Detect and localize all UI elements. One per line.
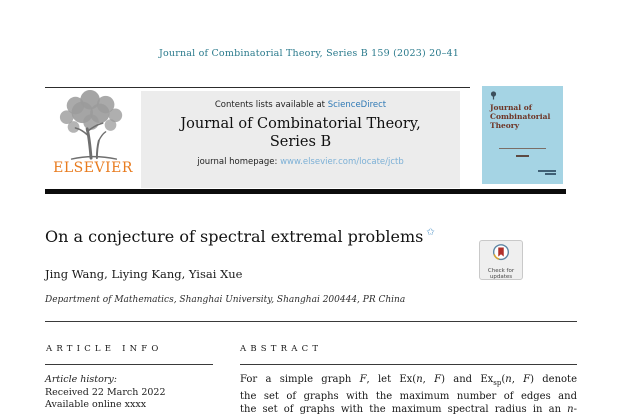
abstract-rule [240, 364, 577, 365]
cover-title-line1: Journal of [490, 103, 532, 112]
cover-editor-mark [482, 142, 563, 161]
abstract-heading: ABSTRACT [240, 344, 323, 354]
homepage-label: journal homepage: [197, 157, 281, 167]
meta-top-rule [45, 321, 577, 322]
homepage-line [141, 157, 460, 167]
journal-header-box [141, 91, 460, 188]
check-for-updates-badge[interactable] [479, 240, 523, 280]
article-history-label: Article history: [45, 374, 117, 385]
cover-title [490, 103, 550, 130]
article-info-heading: ARTICLE INFO [46, 344, 163, 354]
title-footnote-star[interactable]: ✩ [426, 227, 435, 238]
authors-line: Jing Wang, Liying Kang, Yisai Xue [45, 267, 243, 281]
journal-cover-thumbnail[interactable] [482, 86, 563, 184]
article-title [45, 227, 435, 246]
crossmark-label-line1: Check for [487, 268, 515, 274]
article-info-rule [45, 364, 213, 365]
cover-divider-line [499, 148, 546, 149]
contents-prefix: Contents lists available at [214, 100, 328, 110]
article-title-text: On a conjecture of spectral extremal problems [45, 227, 424, 246]
contents-line [141, 100, 460, 110]
elsevier-logo[interactable] [45, 90, 141, 188]
header-top-rule [45, 87, 470, 88]
crossmark-label [480, 268, 522, 280]
sciencedirect-link[interactable]: ScienceDirect [327, 100, 387, 110]
abstract-line: the set of graphs with the maximum spectral radius in an n- [240, 404, 577, 415]
cover-elsevier-mark-icon [490, 91, 497, 100]
homepage-url-link[interactable]: www.elsevier.com/locate/jctb [280, 157, 404, 167]
abstract-line: the set of graphs with the maximum number of edges and [240, 391, 577, 402]
cover-title-line2: Combinatorial [490, 112, 551, 121]
available-online: Available online xxxx [45, 399, 147, 410]
received-date: Received 22 March 2022 [45, 387, 166, 398]
elsevier-tree-icon [54, 90, 132, 162]
abstract-line: For a simple graph F, let Ex(n, F) and $Ex_{sp}(n$, F) denote [240, 374, 577, 387]
journal-reference-line: Journal of Combinatorial Theory, Series B 159 (2023) 20–41 [158, 48, 460, 59]
crossmark-icon [490, 242, 512, 264]
affiliation-line: Department of Mathematics, Shanghai University, Shanghai 200444, PR China [45, 295, 406, 305]
cover-sciencedirect-mark [538, 170, 556, 175]
elsevier-wordmark: ELSEVIER [53, 160, 133, 176]
journal-title-line2: Series B [269, 134, 332, 150]
crossmark-label-line2: updates [489, 274, 513, 280]
journal-title-line1: Journal of Combinatorial Theory, [180, 116, 421, 132]
cover-title-line3: Theory [490, 121, 520, 130]
abstract-text [240, 373, 577, 416]
header-bottom-rule [45, 189, 566, 194]
